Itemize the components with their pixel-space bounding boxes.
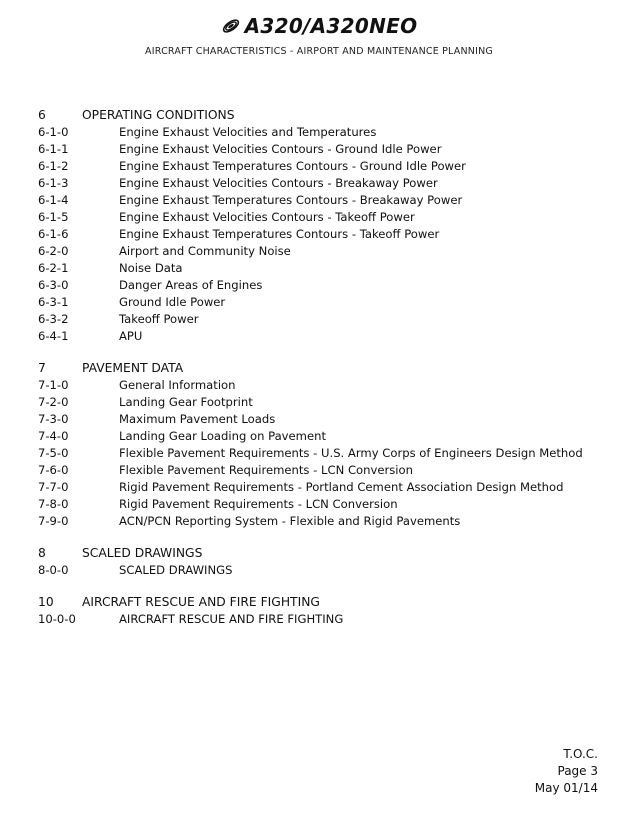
toc-chapter-row[interactable] bbox=[38, 361, 618, 378]
toc-entry-number: 6-1-2 bbox=[38, 159, 69, 173]
toc-entry-number: 7-6-0 bbox=[38, 463, 69, 477]
toc-entry-number: 6-2-1 bbox=[38, 261, 69, 275]
toc-entry-number: 10-0-0 bbox=[38, 612, 76, 626]
toc-entry-row[interactable] bbox=[38, 176, 618, 193]
toc-entry-title: APU bbox=[119, 329, 143, 343]
toc-entry-row[interactable] bbox=[38, 563, 618, 580]
toc-entry-title: Engine Exhaust Temperatures Contours - Breakaway Power bbox=[119, 193, 463, 207]
toc-chapter-row[interactable] bbox=[38, 595, 618, 612]
toc-entry-number: 6-1-6 bbox=[38, 227, 69, 241]
toc-entry-number: 6-3-2 bbox=[38, 312, 69, 326]
toc-entry-row[interactable] bbox=[38, 142, 618, 159]
toc-entry-row[interactable] bbox=[38, 125, 618, 142]
toc-entry-number: 6-4-1 bbox=[38, 329, 69, 343]
toc-entry-number: 8-0-0 bbox=[38, 563, 69, 577]
document-title: A320/A320NEO bbox=[244, 14, 418, 38]
toc-entry-number: 7-4-0 bbox=[38, 429, 69, 443]
toc-entry-row[interactable] bbox=[38, 612, 618, 629]
toc-entry-title: Rigid Pavement Requirements - LCN Conversion bbox=[119, 497, 398, 511]
toc-chapter-row[interactable] bbox=[38, 546, 618, 563]
footer-page-number: Page 3 bbox=[557, 764, 598, 778]
toc-entry-number: 7-5-0 bbox=[38, 446, 69, 460]
toc-entry-title: General Information bbox=[119, 378, 236, 392]
toc-entry-title: Engine Exhaust Velocities Contours - Takeoff Power bbox=[119, 210, 415, 224]
toc-entry-row[interactable] bbox=[38, 378, 618, 395]
toc-entry-title: ACN/PCN Reporting System - Flexible and Rigid Pavements bbox=[119, 514, 461, 528]
toc-entry-row[interactable] bbox=[38, 446, 618, 463]
toc-entry-title: Danger Areas of Engines bbox=[119, 278, 263, 292]
toc-entry-title: Ground Idle Power bbox=[119, 295, 226, 309]
toc-entry-row[interactable] bbox=[38, 278, 618, 295]
toc-entry-row[interactable] bbox=[38, 295, 618, 312]
toc-entry-title: Maximum Pavement Loads bbox=[119, 412, 276, 426]
toc-entry-title: Engine Exhaust Velocities Contours - Ground Idle Power bbox=[119, 142, 442, 156]
toc-entry-number: 7-9-0 bbox=[38, 514, 69, 528]
footer-date: May 01/14 bbox=[534, 781, 598, 795]
toc-entry-title: Engine Exhaust Temperatures Contours - Takeoff Power bbox=[119, 227, 440, 241]
toc-entry-number: 7-8-0 bbox=[38, 497, 69, 511]
toc-entry-title: Rigid Pavement Requirements - Portland Cement Association Design Method bbox=[119, 480, 564, 494]
toc-entry-number: 6-1-3 bbox=[38, 176, 69, 190]
toc-entry-row[interactable] bbox=[38, 159, 618, 176]
toc-entry-title: Landing Gear Footprint bbox=[119, 395, 253, 409]
toc-chapter-row[interactable] bbox=[38, 108, 618, 125]
toc-section bbox=[38, 108, 618, 346]
toc-entry-row[interactable] bbox=[38, 463, 618, 480]
toc-entry-number: 6-3-1 bbox=[38, 295, 69, 309]
toc-entry-row[interactable] bbox=[38, 412, 618, 429]
toc-entry-number: 7-1-0 bbox=[38, 378, 69, 392]
toc-chapter-number: 7 bbox=[38, 361, 46, 375]
toc-entry-number: 6-1-1 bbox=[38, 142, 69, 156]
toc-entry-title: AIRCRAFT RESCUE AND FIRE FIGHTING bbox=[119, 612, 344, 626]
toc-chapter-title: PAVEMENT DATA bbox=[82, 361, 184, 375]
toc-entry-title: Takeoff Power bbox=[119, 312, 199, 326]
toc-entry-number: 6-2-0 bbox=[38, 244, 69, 258]
footer-section: T.O.C. bbox=[563, 747, 598, 761]
toc-entry-number: 6-1-4 bbox=[38, 193, 69, 207]
toc-entry-title: Airport and Community Noise bbox=[119, 244, 291, 258]
toc-entry-title: Engine Exhaust Velocities Contours - Breakaway Power bbox=[119, 176, 438, 190]
toc-chapter-title: OPERATING CONDITIONS bbox=[82, 108, 235, 122]
toc-entry-row[interactable] bbox=[38, 312, 618, 329]
toc-entry-number: 7-2-0 bbox=[38, 395, 69, 409]
page-footer bbox=[535, 746, 598, 797]
toc-chapter-number: 8 bbox=[38, 546, 46, 560]
toc-entry-row[interactable] bbox=[38, 480, 618, 497]
toc-chapter-title: SCALED DRAWINGS bbox=[82, 546, 203, 560]
page-header bbox=[0, 14, 638, 57]
table-of-contents bbox=[38, 108, 618, 644]
toc-section bbox=[38, 361, 618, 531]
toc-entry-title: SCALED DRAWINGS bbox=[119, 563, 233, 577]
toc-entry-row[interactable] bbox=[38, 429, 618, 446]
toc-chapter-number: 6 bbox=[38, 108, 46, 122]
toc-chapter-number: 10 bbox=[38, 595, 54, 609]
toc-entry-row[interactable] bbox=[38, 210, 618, 227]
toc-entry-row[interactable] bbox=[38, 497, 618, 514]
toc-entry-title: Engine Exhaust Temperatures Contours - Ground Idle Power bbox=[119, 159, 466, 173]
toc-entry-number: 6-1-0 bbox=[38, 125, 69, 139]
toc-entry-number: 6-3-0 bbox=[38, 278, 69, 292]
toc-section bbox=[38, 595, 618, 629]
toc-entry-row[interactable] bbox=[38, 395, 618, 412]
airbus-swirl-icon bbox=[221, 16, 241, 36]
title-row bbox=[0, 14, 638, 38]
toc-entry-title: Flexible Pavement Requirements - U.S. Army Corps of Engineers Design Method bbox=[119, 446, 583, 460]
toc-entry-row[interactable] bbox=[38, 514, 618, 531]
toc-entry-row[interactable] bbox=[38, 193, 618, 210]
toc-entry-title: Engine Exhaust Velocities and Temperatures bbox=[119, 125, 377, 139]
toc-entry-title: Landing Gear Loading on Pavement bbox=[119, 429, 327, 443]
toc-entry-number: 7-7-0 bbox=[38, 480, 69, 494]
toc-section bbox=[38, 546, 618, 580]
toc-entry-number: 6-1-5 bbox=[38, 210, 69, 224]
toc-entry-title: Noise Data bbox=[119, 261, 183, 275]
toc-entry-row[interactable] bbox=[38, 227, 618, 244]
toc-entry-title: Flexible Pavement Requirements - LCN Conversion bbox=[119, 463, 413, 477]
toc-entry-row[interactable] bbox=[38, 329, 618, 346]
toc-entry-number: 7-3-0 bbox=[38, 412, 69, 426]
document-subtitle: AIRCRAFT CHARACTERISTICS - AIRPORT AND MAINTENANCE PLANNING bbox=[145, 46, 493, 57]
toc-entry-row[interactable] bbox=[38, 261, 618, 278]
toc-entry-row[interactable] bbox=[38, 244, 618, 261]
toc-chapter-title: AIRCRAFT RESCUE AND FIRE FIGHTING bbox=[82, 595, 320, 609]
